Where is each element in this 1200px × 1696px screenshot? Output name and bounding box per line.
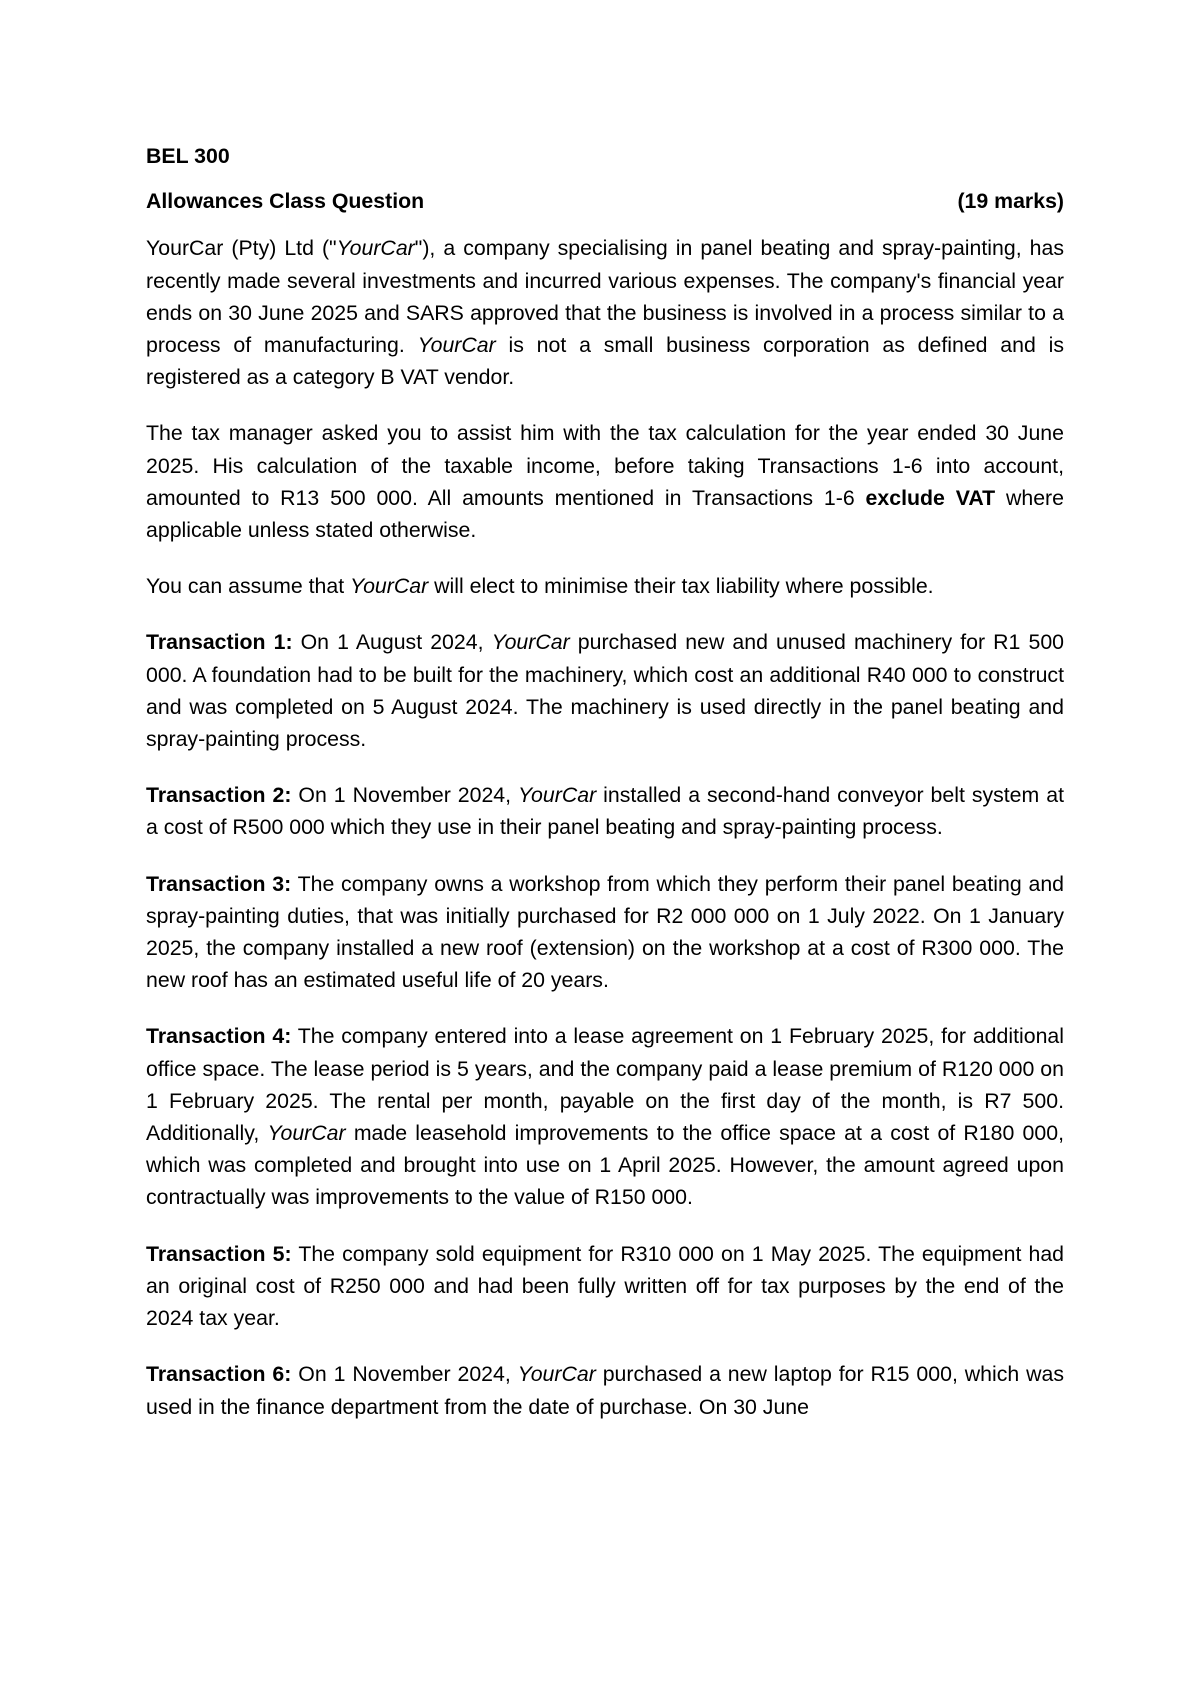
transaction-1: Transaction 1: On 1 August 2024, YourCar purchased new and unused machinery for R1 500 000. A foundation had to be built for the machinery, which cost an additional R40 000 to construct and was completed on 5 August 2024. The machinery is used directly in the panel beating and spray-painting process. <box>146 630 1065 752</box>
question-header <box>146 185 1064 217</box>
question-marks: (19 marks) <box>957 189 1064 214</box>
intro-paragraph: YourCar (Pty) Ltd ("YourCar"), a company specialising in panel beating and spray-painting, has recently made several investments and incurred various expenses. The company's financial year ends on 30 June 2025 and SARS approved that the business is involved in a process similar to a process of manufacturing. YourCar is not a small business corporation as defined and is registered as a category B VAT vendor. <box>146 236 1064 390</box>
transaction-label: Transaction 2: <box>146 783 292 808</box>
transaction-label: Transaction 5: <box>146 1241 292 1266</box>
transaction-4: Transaction 4: The company entered into a lease agreement on 1 February 2025, for additional office space. The lease period is 5 years, and the company paid a lease premium of R120 000 on 1 February 2025. The rental per month, payable on the first day of the month, is R7 500. Additionally, YourCar made leasehold improvements to the office space at a cost of R180 000, which was completed and brought into use on 1 April 2025. However, the amount agreed upon contractually was improvements to the value of R150 000. <box>146 1024 1065 1210</box>
company-name: YourCar <box>267 1121 346 1146</box>
tax-manager-paragraph: The tax manager asked you to assist him with the tax calculation for the year ended 30 June 2025. His calculation of the taxable income, before taking Transactions 1-6 into account, amounted to R13 500 000. All amounts mentioned in Transactions 1-6 exclude VAT where applicable unless stated otherwise. <box>146 421 1064 543</box>
transaction-5: Transaction 5: The company sold equipment for R310 000 on 1 May 2025. The equipment had an original cost of R250 000 and had been fully written off for tax purposes by the end of the 2024 tax year. <box>146 1241 1065 1331</box>
company-name: YourCar <box>336 236 415 261</box>
company-name: YourCar <box>518 783 597 808</box>
transaction-6: Transaction 6: On 1 November 2024, YourCar purchased a new laptop for R15 000, which was used in the finance department from the date of purchase. On 30 June <box>146 1362 1065 1419</box>
document-page <box>146 140 1064 1447</box>
transaction-3: Transaction 3: The company owns a workshop from which they perform their panel beating and spray-painting duties, that was initially purchased for R2 000 000 on 1 July 2022. On 1 January 2025, the company installed a new roof (extension) on the workshop at a cost of R300 000. The new roof has an estimated useful life of 20 years. <box>146 871 1065 993</box>
transaction-label: Transaction 3: <box>146 871 292 896</box>
transaction-2: Transaction 2: On 1 November 2024, YourCar installed a second-hand conveyor belt system at a cost of R500 000 which they use in their panel beating and spray-painting process. <box>146 783 1064 840</box>
company-name: YourCar <box>417 333 496 358</box>
company-name: YourCar <box>350 574 429 599</box>
transaction-label: Transaction 4: <box>146 1024 292 1049</box>
course-code: BEL 300 <box>146 144 230 168</box>
exclude-vat-emphasis: exclude VAT <box>865 485 996 510</box>
company-name: YourCar <box>517 1362 596 1387</box>
company-name: YourCar <box>491 630 570 655</box>
question-title: Allowances Class Question <box>146 189 425 214</box>
transaction-label: Transaction 1: <box>146 630 293 655</box>
assumption-paragraph: You can assume that YourCar will elect to minimise their tax liability where possible. <box>146 574 934 599</box>
transaction-label: Transaction 6: <box>146 1362 292 1387</box>
